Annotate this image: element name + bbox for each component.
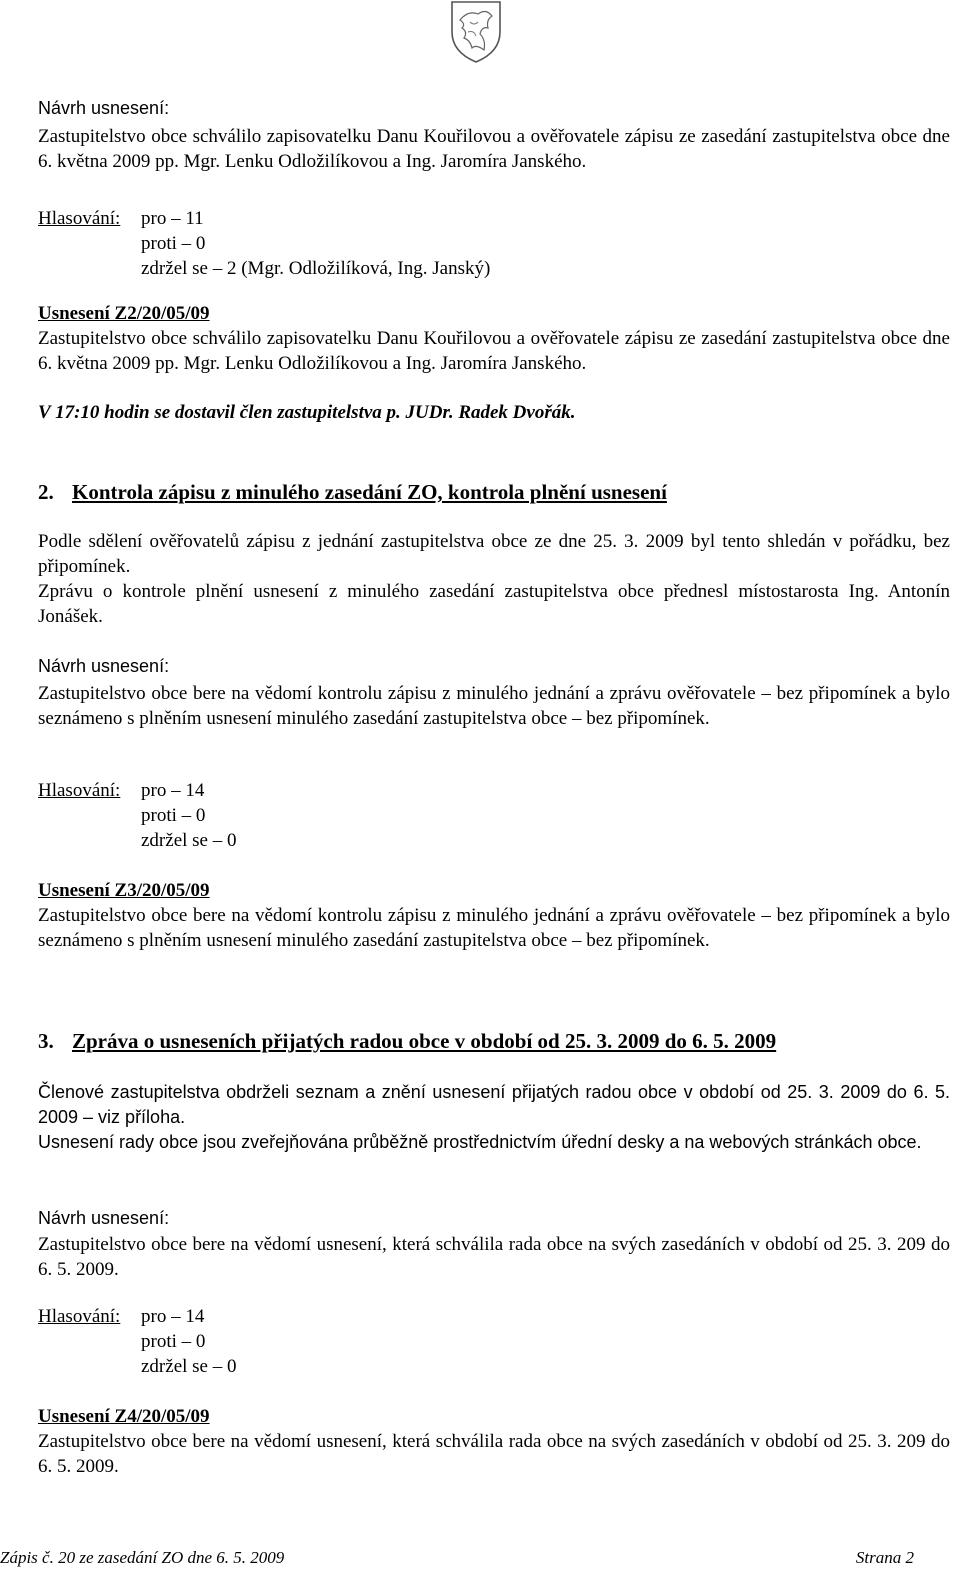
proposal-label: Návrh usnesení:: [38, 98, 170, 118]
vote-zdrzel: zdržel se – 2 (Mgr. Odložilíková, Ing. Janský): [141, 258, 491, 279]
section-heading: [38, 480, 667, 505]
section-title: Kontrola zápisu z minulého zasedání ZO, kontrola plnění usnesení: [72, 480, 667, 504]
vote-block: [38, 778, 638, 853]
vote-zdrzel: zdržel se – 0: [141, 830, 237, 851]
paragraph: Zprávu o kontrole plnění usnesení z minulého zasedání zastupitelstva obce přednesl místostarosta Ing. Antonín Jonášek.: [38, 581, 950, 627]
proposal-text: Zastupitelstvo obce schválilo zapisovatelku Danu Kouřilovou a ověřovatele zápisu ze zasedání zastupitelstva obce dne 6. května 2009 pp. Mgr. Lenku Odložilíkovou a Ing. Jaromíra Janského.: [38, 126, 950, 172]
paragraph: Usnesení rady obce jsou zveřejňována průběžně prostřednictvím úřední desky a na webových stránkách obce.: [38, 1132, 922, 1152]
section-title: Zpráva o usneseních přijatých radou obce v období od 25. 3. 2009 do 6. 5. 2009: [72, 1029, 777, 1053]
vote-label: Hlasování:: [38, 1306, 121, 1327]
resolution-title: Usnesení Z2/20/05/09: [38, 303, 210, 324]
vote-proti: proti – 0: [141, 1331, 206, 1352]
resolution-title: Usnesení Z3/20/05/09: [38, 880, 210, 901]
vote-block: [38, 206, 638, 281]
resolution-text: Zastupitelstvo obce bere na vědomí kontrolu zápisu z minulého jednání a zprávu ověřovatele – bez připomínek a bylo seznámeno s plněním usnesení minulého zasedání zastupitelstva obce – bez připomínek.: [38, 905, 950, 951]
proposal-text: Zastupitelstvo obce bere na vědomí usnesení, která schválila rada obce na svých zasedáních v období od 25. 3. 209 do 6. 5. 2009.: [38, 1234, 950, 1280]
section-heading: [38, 1029, 776, 1054]
footer-page-number: Strana 2: [855, 1548, 914, 1567]
vote-zdrzel: zdržel se – 0: [141, 1356, 237, 1377]
resolution-text: Zastupitelstvo obce bere na vědomí usnesení, která schválila rada obce na svých zasedáních v období od 25. 3. 209 do 6. 5. 2009.: [38, 1431, 950, 1477]
vote-label: Hlasování:: [38, 208, 121, 229]
section-number: 3.: [38, 1029, 54, 1053]
vote-proti: proti – 0: [141, 233, 206, 254]
footer-document-title: Zápis č. 20 ze zasedání ZO dne 6. 5. 2009: [0, 1548, 285, 1567]
vote-pro: pro – 11: [141, 208, 204, 229]
vote-label: Hlasování:: [38, 780, 121, 801]
vote-pro: pro – 14: [141, 1306, 205, 1327]
resolution-text: Zastupitelstvo obce schválilo zapisovatelku Danu Kouřilovou a ověřovatele zápisu ze zasedání zastupitelstva obce dne 6. května 2009 pp. Mgr. Lenku Odložilíkovou a Ing. Jaromíra Janského.: [38, 328, 950, 374]
resolution-title: Usnesení Z4/20/05/09: [38, 1406, 210, 1427]
vote-pro: pro – 14: [141, 780, 205, 801]
proposal-label: Návrh usnesení:: [38, 1208, 170, 1228]
arrival-note: V 17:10 hodin se dostavil člen zastupitelstva p. JUDr. Radek Dvořák.: [38, 402, 576, 423]
proposal-label: Návrh usnesení:: [38, 656, 170, 676]
vote-proti: proti – 0: [141, 805, 206, 826]
vote-block: [38, 1304, 638, 1379]
paragraph: Podle sdělení ověřovatelů zápisu z jednání zastupitelstva obce ze dne 25. 3. 2009 byl tento shledán v pořádku, bez připomínek.: [38, 531, 950, 577]
municipal-coat-of-arms-icon: [446, 0, 506, 64]
section-number: 2.: [38, 480, 54, 504]
paragraph: Členové zastupitelstva obdrželi seznam a znění usnesení přijatých radou obce v období od 25. 3. 2009 do 6. 5. 2009 – viz příloha.: [38, 1082, 950, 1127]
proposal-text: Zastupitelstvo obce bere na vědomí kontrolu zápisu z minulého jednání a zprávu ověřovatele – bez připomínek a bylo seznámeno s plněním usnesení minulého zasedání zastupitelstva obce – bez připomínek.: [38, 683, 950, 729]
